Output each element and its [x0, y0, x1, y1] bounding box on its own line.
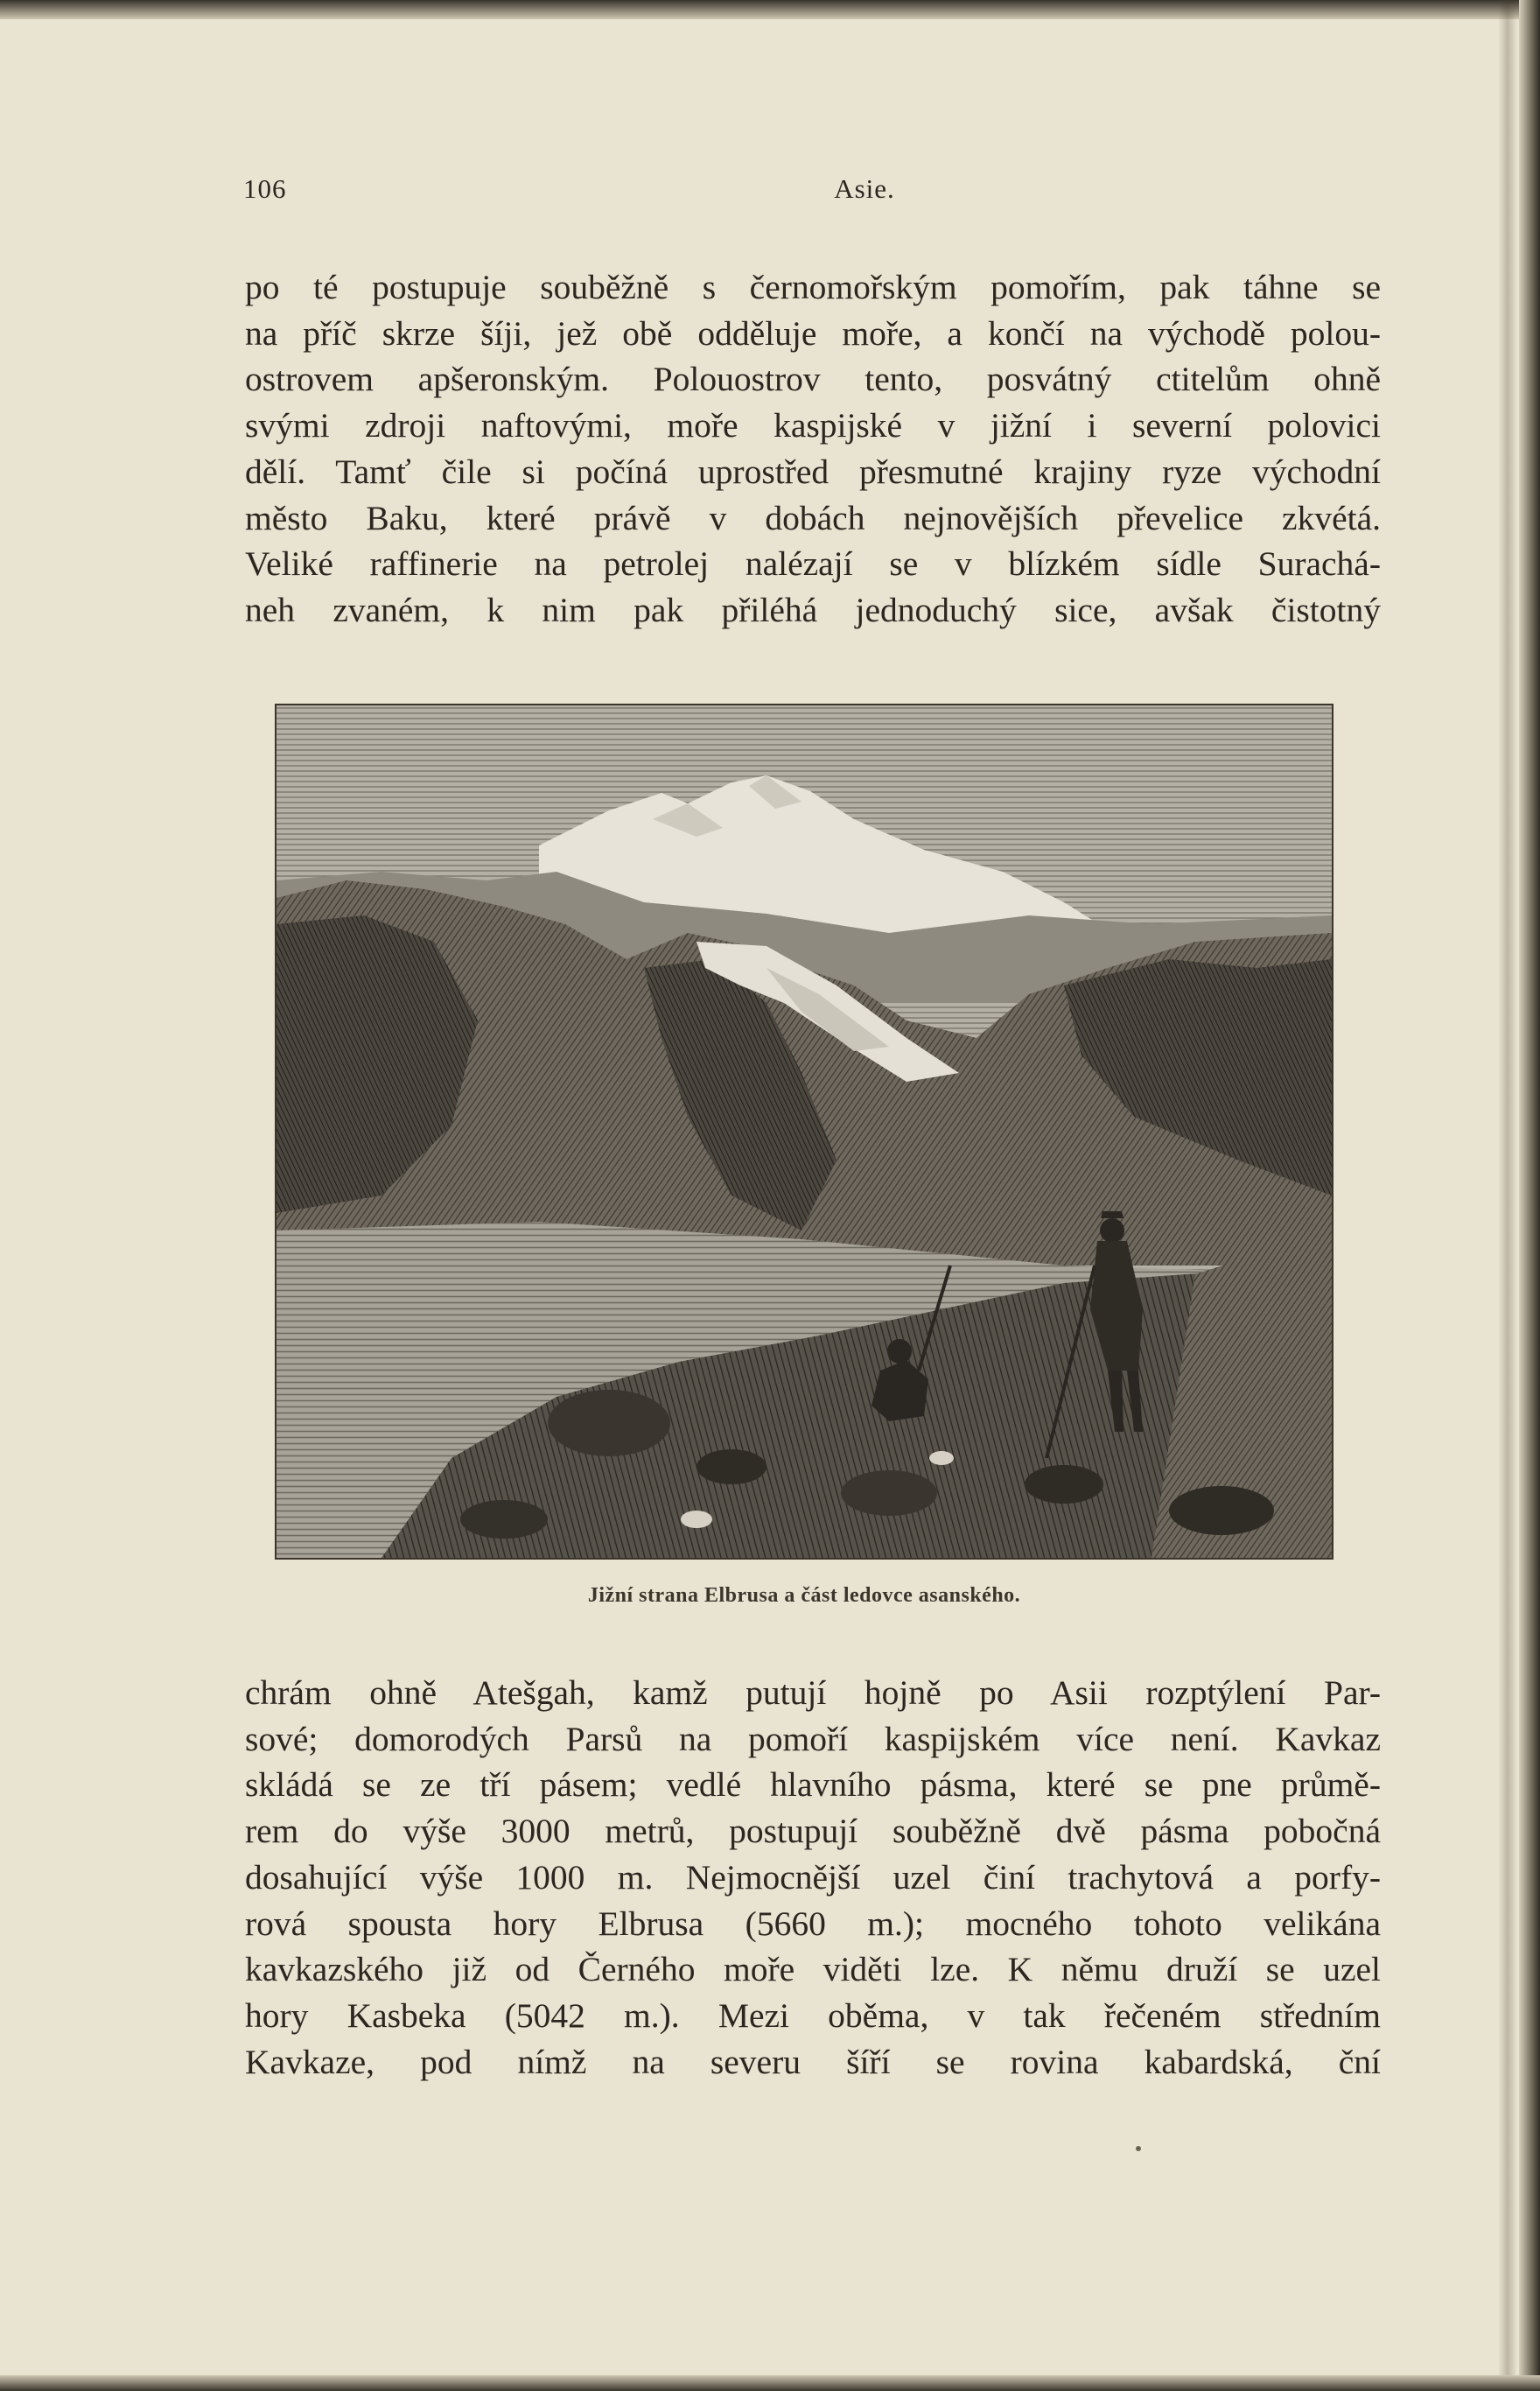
page-bottom-edge [0, 2375, 1540, 2391]
text-line: Veliké raffinerie na petrolej nalézají se v blízkém sídle Surachá- [245, 544, 1381, 584]
text-line: po té postupuje souběžně s černomořským pomořím, pak táhne se [245, 268, 1381, 306]
text-line: dělí. Tamť čile si počíná uprostřed přesmutné krajiny ryze východní [245, 452, 1381, 491]
page-number: 106 [243, 173, 287, 204]
page-right-edge [1519, 0, 1540, 2391]
text-line: sové; domorodých Parsů na pomoří kaspijském více není. Kavkaz [245, 1719, 1381, 1758]
figure-caption: Jižní strana Elbrusa a část ledovce asanského. [587, 1584, 1021, 1607]
running-title: Asie. [834, 173, 895, 204]
text-line: Kavkaze, pod nímž na severu šíří se rovina kabardská, ční [245, 2042, 1381, 2081]
text-line: hory Kasbeka (5042 m.). Mezi oběma, v tak řečeném středním [245, 1995, 1381, 2035]
text-line: ostrovem apšeronským. Polouostrov tento, posvátný ctitelům ohně [245, 360, 1381, 399]
page-fold-shadow [1498, 0, 1517, 2391]
text-line: město Baku, které právě v dobách nejnovějších převelice zkvétá. [245, 498, 1381, 537]
engraving-illustration [275, 704, 1334, 1560]
text-line: skládá se ze tří pásem; vedlé hlavního pásma, které se pne průmě- [245, 1765, 1381, 1805]
running-head [243, 173, 1398, 214]
text-line: na příč skrze šíji, jež obě odděluje moře, a končí na východě polou- [245, 313, 1381, 353]
paper-speck [1136, 2146, 1141, 2151]
text-line: dosahující výše 1000 m. Nejmocnější uzel činí trachytová a porfy- [245, 1857, 1381, 1897]
text-line: svými zdroji naftovými, moře kaspijské v jižní i severní polovici [245, 406, 1381, 445]
page-top-edge [0, 0, 1540, 19]
text-block-bottom [245, 1670, 1381, 2085]
text-line: rová spousta hory Elbrusa (5660 m.); mocného tohoto velikána [245, 1904, 1381, 1943]
text-line: kavkazského již od Černého moře viděti lze. K němu druží se uzel [245, 1950, 1381, 1989]
text-line: rem do výše 3000 metrů, postupují souběžně dvě pásma pobočná [245, 1812, 1381, 1851]
text-line: chrám ohně Atešgah, kamž putují hojně po Asii rozptýlení Par- [245, 1673, 1381, 1712]
text-line: neh zvaném, k nim pak přiléhá jednoduchý sice, avšak čistotný [245, 590, 1381, 629]
text-block-top [245, 264, 1381, 634]
